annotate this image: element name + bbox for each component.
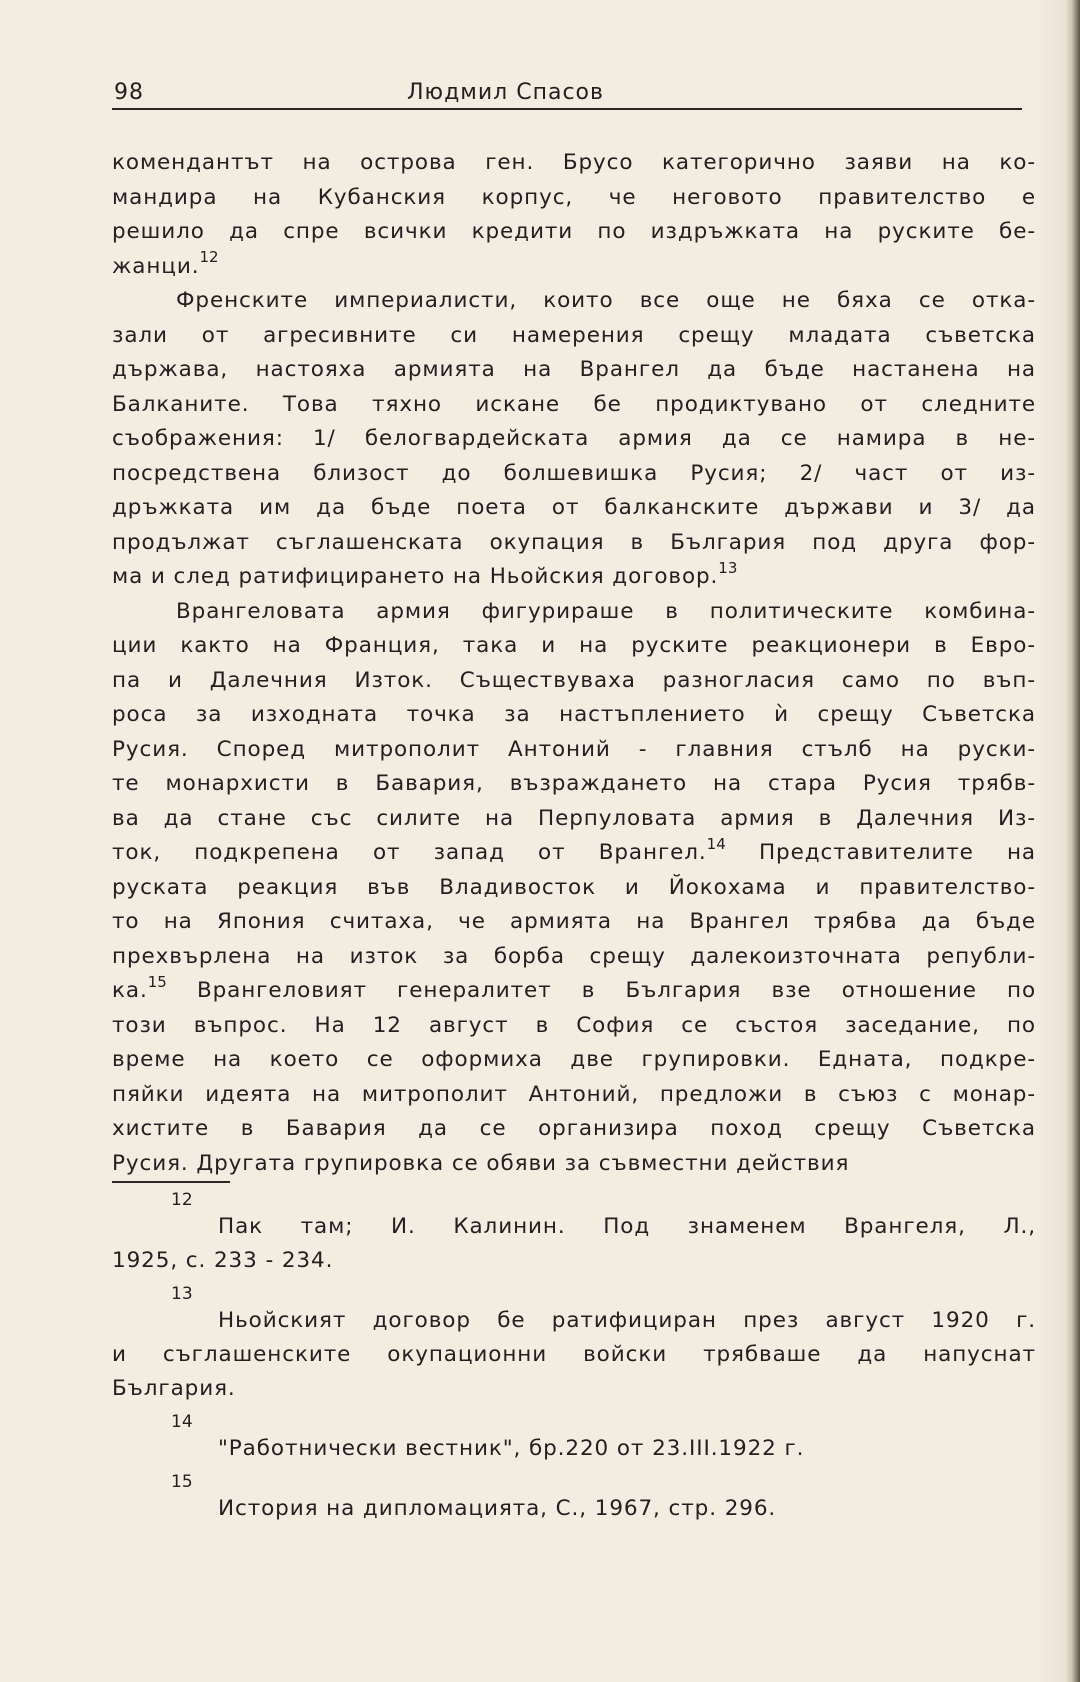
text-line: този въпрос. На 12 август в София се състоя заседание, по — [112, 1012, 1036, 1038]
text-line: руската реакция във Владивосток и Йокохама и правителство- — [112, 874, 1036, 900]
footnote-14 — [112, 1412, 1036, 1466]
text-line: хистите в Бавария да се организира поход срещу Съветска — [112, 1116, 1036, 1141]
text-line — [112, 836, 1036, 871]
footnote-number: 13 — [171, 1284, 193, 1304]
text-line: па и Далечния Изток. Съществуваха разногласия само по въп- — [112, 667, 1036, 693]
text-line: Русия. Според митрополит Антоний - главния стълб на руски- — [112, 736, 1036, 762]
text-line: комендантът на острова ген. Брусо категорично заяви на ко- — [112, 150, 1036, 175]
footnotes — [112, 1190, 1036, 1532]
footnote-line: Ньойският договор бе ратифициран през август 1920 г. — [218, 1308, 1036, 1333]
text-line: Френските империалисти, които все още не бяха се отка- — [176, 288, 1036, 313]
text-line: Врангеловата армия фигурираше в политическите комбина- — [176, 598, 1036, 624]
text-line — [112, 250, 1036, 285]
running-head-author: Людмил Спасов — [407, 80, 604, 105]
text-line: роса за изходната точка за настъплението ѝ срещу Съветска — [112, 702, 1036, 727]
footnote-ref-15: 15 — [147, 972, 167, 991]
page-edge — [1066, 0, 1080, 1682]
text-line: посредствена близост до болшевишка Русия; 2/ част от из- — [112, 460, 1036, 486]
text-fragment: Представителите на — [758, 840, 1036, 865]
text-line: ва да стане със силите на Перпуловата армия в Далечния Из- — [112, 805, 1036, 831]
footnote-13 — [112, 1284, 1036, 1406]
footnote-ref-12: 12 — [199, 248, 219, 267]
footnote-line: България. — [112, 1376, 236, 1401]
footnote-number: 14 — [171, 1412, 193, 1432]
text-line: то на Япония считаха, че армията на Врангел трябва да бъде — [112, 909, 1036, 934]
text-line: Русия. Другата групировка се обяви за съвместни действия — [112, 1150, 850, 1176]
footnote-ref-14: 14 — [706, 834, 726, 853]
text-line: продължат съглашенската окупация в България под друга фор- — [112, 529, 1036, 555]
text-fragment: ка. — [112, 978, 148, 1003]
text-line: зали от агресивните си намерения срещу младата съветска — [112, 322, 1036, 348]
page-number: 98 — [114, 80, 144, 105]
footnote-line: "Работнически вестник", бр.220 от 23.III.1922 г. — [218, 1436, 805, 1461]
footnote-line: Пак там; И. Калинин. Под знаменем Врангеля, Л., — [218, 1214, 1036, 1239]
text-fragment: ма и след ратифицирането на Ньойския договор. — [112, 564, 719, 589]
footnote-15 — [112, 1472, 1036, 1526]
footnote-line: История на дипломацията, С., 1967, стр. 296. — [218, 1496, 777, 1521]
text-line: те монархисти в Бавария, възраждането на стара Русия трябв- — [112, 771, 1036, 796]
footnote-ref-13: 13 — [718, 558, 738, 577]
running-head — [112, 76, 1024, 108]
footnote-12 — [112, 1190, 1036, 1278]
header-rule — [112, 108, 1022, 110]
text-fragment: Врангеловият генералитет в България взе отношение по — [196, 978, 1037, 1003]
text-line: решило да спре всички кредити по издръжката на руските бе- — [112, 219, 1036, 244]
text-line: прехвърлена на изток за борба срещу далекоизточната републи- — [112, 943, 1036, 969]
text-fragment: жанци. — [112, 253, 200, 279]
text-line: държава, настояха армията на Врангел да бъде настанена на — [112, 357, 1036, 382]
footnote-rule — [112, 1181, 230, 1183]
text-line: време на което се оформиха две групировки. Едната, подкре- — [112, 1047, 1036, 1072]
footnote-line: и съглашенските окупационни войски трябваше да напуснат — [112, 1342, 1036, 1367]
text-line — [112, 560, 1036, 595]
text-fragment: ток, подкрепена от запад от Врангел. — [112, 840, 707, 865]
text-line: дръжката им да бъде поета от балканските държави и 3/ да — [112, 495, 1036, 520]
text-line: ции както на Франция, така и на руските реакционери в Евро- — [112, 633, 1036, 658]
text-line — [112, 974, 1036, 1009]
footnote-number: 12 — [171, 1190, 193, 1210]
text-line: пяйки идеята на митрополит Антоний, предложи в съюз с монар- — [112, 1081, 1036, 1107]
page-shadow — [1036, 0, 1066, 1682]
text-line: съображения: 1/ белогвардейската армия да се намира в не- — [112, 426, 1036, 451]
body-text — [112, 146, 1036, 1181]
text-line: Балканите. Това тяхно искане бе продиктувано от следните — [112, 391, 1036, 417]
text-line: мандира на Кубанския корпус, че неговото правителство е — [112, 184, 1036, 210]
footnote-number: 15 — [171, 1472, 193, 1492]
footnote-line: 1925, с. 233 - 234. — [112, 1248, 334, 1273]
